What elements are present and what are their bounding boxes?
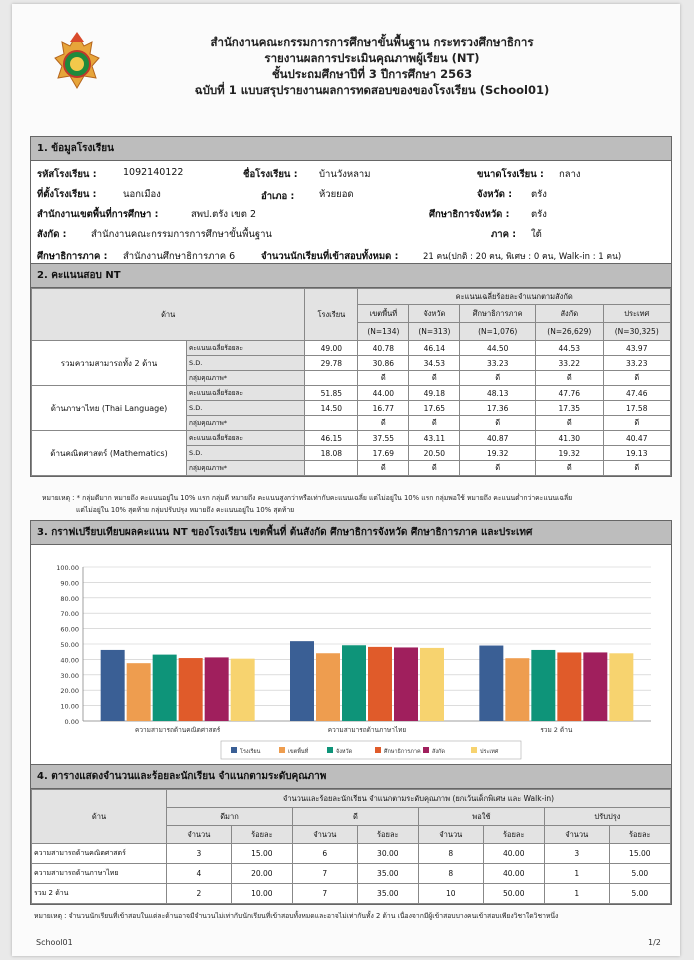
col-header-country: ประเทศ	[603, 305, 671, 323]
table-cell: ดี	[409, 416, 460, 431]
header-edition: ฉบับที่ 1 แบบสรุปรายงานผลการทดสอบของของโรงเรียน (School01)	[194, 83, 550, 97]
legend-label: ศึกษาธิการภาค	[384, 749, 421, 755]
table-cell: 40.87	[460, 431, 536, 446]
metric-label: คะแนนเฉลี่ยร้อยละ	[187, 386, 305, 401]
student-count-label: จำนวนนักเรียนที่เข้าสอบทั้งหมด :	[261, 251, 399, 262]
table-cell: 44.53	[536, 341, 603, 356]
y-tick-label: 10.00	[60, 702, 79, 711]
school-name-label: ชื่อโรงเรียน :	[243, 169, 298, 180]
school-size-label: ขนาดโรงเรียน :	[477, 169, 544, 180]
table-cell: 43.97	[603, 341, 671, 356]
table-cell: 16.77	[358, 401, 409, 416]
table-cell: 44.50	[460, 341, 536, 356]
table-cell: 4	[167, 864, 232, 884]
regional-edu-label: ศึกษาธิการภาค :	[37, 251, 108, 262]
provincial-edu: ตรัง	[531, 209, 547, 220]
table-cell: 29.78	[305, 356, 358, 371]
metric-label: S.D.	[187, 446, 305, 461]
legend-label: โรงเรียน	[240, 749, 261, 755]
table-row	[32, 844, 671, 864]
school-code-label: รหัสโรงเรียน :	[37, 169, 97, 180]
col-header-group: คะแนนเฉลี่ยร้อยละจำแนกตามสังกัด	[358, 289, 671, 305]
table-cell: ดี	[409, 461, 460, 476]
table-cell: 30.00	[357, 844, 418, 864]
school-code: 1092140122	[123, 167, 184, 178]
metric-label: คะแนนเฉลี่ยร้อยละ	[187, 341, 305, 356]
nt-score-section	[30, 263, 672, 477]
table-cell: 48.13	[460, 386, 536, 401]
bar	[479, 646, 503, 721]
metric-label: กลุ่มคุณภาพ*	[187, 371, 305, 386]
row-label: ด้านภาษาไทย (Thai Language)	[32, 386, 187, 431]
table-cell: ดี	[603, 461, 671, 476]
y-tick-label: 30.00	[60, 671, 79, 680]
table-cell: 46.14	[409, 341, 460, 356]
table-row	[32, 341, 671, 356]
col-header-province: จังหวัด	[409, 305, 460, 323]
table-cell: 15.00	[609, 844, 670, 864]
y-tick-label: 20.00	[60, 687, 79, 696]
table-cell: 33.23	[460, 356, 536, 371]
table-cell	[305, 461, 358, 476]
bar	[290, 641, 314, 721]
table-cell: 30.86	[358, 356, 409, 371]
col-n-area: (N=134)	[358, 323, 409, 341]
bar	[342, 645, 366, 721]
bar	[101, 650, 125, 721]
col-header-region: ศึกษาธิการภาค	[460, 305, 536, 323]
col-header-count: จำนวน	[167, 826, 232, 844]
table-cell: ดี	[358, 416, 409, 431]
legend-swatch	[471, 747, 477, 753]
table-cell: ดี	[536, 461, 603, 476]
col-n-region: (N=1,076)	[460, 323, 536, 341]
table-cell: 7	[292, 864, 357, 884]
report-page	[12, 4, 680, 956]
table-cell: 8	[418, 864, 483, 884]
table-cell: 15.00	[231, 844, 292, 864]
col-header-side: ด้าน	[32, 289, 305, 341]
section-title: 4. ตารางแสดงจำนวนและร้อยละนักเรียน จำแนกตามระดับคุณภาพ	[31, 765, 671, 789]
bar	[368, 647, 392, 721]
table-cell: 17.69	[358, 446, 409, 461]
bar	[231, 659, 255, 721]
bar	[531, 650, 555, 721]
header-report-title: รายงานผลการประเมินคุณภาพผู้เรียน (NT)	[264, 51, 480, 65]
bar	[316, 653, 340, 721]
col-n-country: (N=30,325)	[603, 323, 671, 341]
quality-level-table	[31, 789, 671, 904]
table-cell: ดี	[409, 371, 460, 386]
header-org: สำนักงานคณะกรรมการการศึกษาขั้นพื้นฐาน กระทรวงศึกษาธิการ	[210, 35, 534, 49]
table-cell	[305, 416, 358, 431]
row-label: ด้านคณิตศาสตร์ (Mathematics)	[32, 431, 187, 476]
province-label: จังหวัด :	[477, 189, 513, 200]
col-header-count: จำนวน	[292, 826, 357, 844]
regional-edu: สำนักงานศึกษาธิการภาค 6	[123, 251, 236, 262]
location: นอกเมือง	[123, 189, 161, 200]
row-label: รวม 2 ด้าน	[32, 884, 167, 904]
footer-page-number: 1/2	[648, 938, 661, 947]
y-tick-label: 0.00	[64, 718, 79, 726]
table-cell: 40.00	[483, 844, 544, 864]
table-cell: 3	[167, 844, 232, 864]
table-cell: ดี	[460, 416, 536, 431]
bar	[420, 648, 444, 721]
bar	[583, 652, 607, 721]
section-title: 3. กราฟเปรียบเทียบผลคะแนน NT ของโรงเรียน เขตพื้นที่ ต้นสังกัด ศึกษาธิการจังหวัด ศึกษาธิการภาค และประเทศ	[31, 521, 671, 545]
table-cell: ดี	[358, 371, 409, 386]
table-cell: 19.32	[536, 446, 603, 461]
col-n-affiliation: (N=26,629)	[536, 323, 603, 341]
y-tick-label: 40.00	[60, 656, 79, 665]
bar	[153, 655, 177, 721]
table-cell: 6	[292, 844, 357, 864]
table-cell: 10.00	[231, 884, 292, 904]
nt-comparison-bar-chart	[31, 545, 671, 767]
table-cell: 14.50	[305, 401, 358, 416]
y-tick-label: 50.00	[60, 641, 79, 649]
nt-score-table	[31, 288, 671, 476]
table-cell: 17.65	[409, 401, 460, 416]
table-cell: 49.00	[305, 341, 358, 356]
table-cell: ดี	[460, 461, 536, 476]
report-header	[122, 34, 622, 98]
table-cell: 44.00	[358, 386, 409, 401]
obec-emblem-logo	[52, 32, 102, 94]
legend-label: จังหวัด	[336, 749, 353, 755]
table-cell: 5.00	[609, 864, 670, 884]
table-cell: 34.53	[409, 356, 460, 371]
table-cell: 20.50	[409, 446, 460, 461]
header-grade-year: ชั้นประถมศึกษาปีที่ 3 ปีการศึกษา 2563	[271, 67, 473, 81]
table-cell: 5.00	[609, 884, 670, 904]
table-cell: 18.08	[305, 446, 358, 461]
table-cell: ดี	[603, 371, 671, 386]
table-cell: 19.32	[460, 446, 536, 461]
row-label: รวมความสามารถทั้ง 2 ด้าน	[32, 341, 187, 386]
school-name: บ้านวังหลาม	[319, 169, 371, 180]
table-cell: 41.30	[536, 431, 603, 446]
bar	[394, 647, 418, 721]
table-cell: 17.58	[603, 401, 671, 416]
note-line-2: แต่ไม่อยู่ใน 10% สุดท้าย กลุ่มปรับปรุง หมายถึง คะแนนอยู่ใน 10% สุดท้าย	[76, 506, 295, 514]
table-row	[32, 864, 671, 884]
table-cell: ดี	[536, 416, 603, 431]
table-cell: 47.46	[603, 386, 671, 401]
col-n-province: (N=313)	[409, 323, 460, 341]
section-title: 1. ข้อมูลโรงเรียน	[31, 137, 671, 161]
footer-school-code: School01	[36, 938, 73, 947]
table-cell: 2	[167, 884, 232, 904]
table-cell: 10	[418, 884, 483, 904]
table-cell: 20.00	[231, 864, 292, 884]
bar	[505, 658, 529, 721]
area-office-label: สำนักงานเขตพื้นที่การศึกษา :	[37, 209, 159, 220]
table-cell: 17.36	[460, 401, 536, 416]
quality-group-note	[42, 492, 662, 516]
col-header-percent: ร้อยละ	[357, 826, 418, 844]
table-cell: 8	[418, 844, 483, 864]
col-header-good: ดี	[292, 808, 418, 826]
table-cell: 50.00	[483, 884, 544, 904]
table-row	[32, 431, 671, 446]
provincial-edu-label: ศึกษาธิการจังหวัด :	[429, 209, 510, 220]
affiliation: สำนักงานคณะกรรมการการศึกษาขั้นพื้นฐาน	[91, 229, 272, 240]
y-tick-label: 70.00	[60, 610, 79, 619]
table-cell: 35.00	[357, 864, 418, 884]
x-category-label: ความสามารถด้านภาษาไทย	[327, 726, 407, 734]
region: ใต้	[531, 229, 542, 240]
table-cell: 3	[544, 844, 609, 864]
x-category-label: ความสามารถด้านคณิตศาสตร์	[135, 726, 221, 734]
legend-swatch	[327, 747, 333, 753]
col-header-affiliation: สังกัด	[536, 305, 603, 323]
col-header-percent: ร้อยละ	[231, 826, 292, 844]
bar	[609, 653, 633, 721]
table-cell: 51.85	[305, 386, 358, 401]
quality-table-note: หมายเหตุ : จำนวนนักเรียนที่เข้าสอบในแต่ละด้านอาจมีจำนวนไม่เท่ากับนักเรียนที่เข้าสอบทั้งหมดและอาจไม่เท่ากันทั้ง 2 ด้าน เนื่องจากมีผู้เข้าสอบบางคนเข้าสอบเพียงวิชาใดวิชาหนึ่ง	[34, 912, 559, 920]
metric-label: S.D.	[187, 356, 305, 371]
table-cell: 49.18	[409, 386, 460, 401]
bar	[205, 657, 229, 721]
legend-label: สังกัด	[432, 749, 445, 755]
section-title: 2. คะแนนสอบ NT	[31, 264, 671, 288]
table-cell: 40.47	[603, 431, 671, 446]
district-label: อำเภอ :	[261, 191, 295, 202]
quality-level-section	[30, 764, 672, 905]
y-tick-label: 100.00	[56, 564, 79, 572]
legend-swatch	[279, 747, 285, 753]
table-cell: 1	[544, 884, 609, 904]
col-header-side: ด้าน	[32, 790, 167, 844]
table-cell	[305, 371, 358, 386]
col-header-percent: ร้อยละ	[609, 826, 670, 844]
y-tick-label: 60.00	[60, 625, 79, 634]
table-cell: 1	[544, 864, 609, 884]
col-header-school: โรงเรียน	[305, 289, 358, 341]
note-line-1: หมายเหตุ : * กลุ่มดีมาก หมายถึง คะแนนอยู่ใน 10% แรก กลุ่มดี หมายถึง คะแนนสูงกว่าหรือเท่ากับคะแนนเฉลี่ย แต่ไม่อยู่ใน 10% แรก กลุ่มพอใช้ หมายถึง คะแนนต่ำกว่าคะแนนเฉลี่ย	[42, 494, 573, 502]
bar	[557, 652, 581, 721]
table-cell: 7	[292, 884, 357, 904]
table-cell: 17.35	[536, 401, 603, 416]
table-cell: ดี	[536, 371, 603, 386]
region-label: ภาค :	[491, 229, 517, 240]
comparison-chart-section	[30, 520, 672, 768]
legend-swatch	[231, 747, 237, 753]
col-header-area: เขตพื้นที่	[358, 305, 409, 323]
row-label: ความสามารถด้านคณิตศาสตร์	[32, 844, 167, 864]
table-cell: 37.55	[358, 431, 409, 446]
student-count: 21 คน(ปกติ : 20 คน, พิเศษ : 0 คน, Walk-in : 1 คน)	[423, 252, 622, 262]
x-category-label: รวม 2 ด้าน	[540, 726, 573, 734]
bar	[127, 663, 151, 721]
col-header-improve: ปรับปรุง	[544, 808, 670, 826]
col-header-percent: ร้อยละ	[483, 826, 544, 844]
table-cell: 33.23	[603, 356, 671, 371]
col-header-top: จำนวนและร้อยละนักเรียน จำแนกตามระดับคุณภาพ (ยกเว้นเด็กพิเศษ และ Walk-in)	[167, 790, 671, 808]
table-cell: 46.15	[305, 431, 358, 446]
province: ตรัง	[531, 189, 547, 200]
table-cell: 33.22	[536, 356, 603, 371]
legend-swatch	[375, 747, 381, 753]
metric-label: กลุ่มคุณภาพ*	[187, 416, 305, 431]
table-cell: 35.00	[357, 884, 418, 904]
table-row	[32, 884, 671, 904]
table-cell: 40.78	[358, 341, 409, 356]
row-label: ความสามารถด้านภาษาไทย	[32, 864, 167, 884]
legend-swatch	[423, 747, 429, 753]
metric-label: คะแนนเฉลี่ยร้อยละ	[187, 431, 305, 446]
district: ห้วยยอด	[319, 189, 354, 200]
school-info-section	[30, 136, 672, 280]
table-cell: ดี	[460, 371, 536, 386]
col-header-count: จำนวน	[544, 826, 609, 844]
y-tick-label: 80.00	[60, 594, 79, 603]
table-cell: 19.13	[603, 446, 671, 461]
school-size: กลาง	[559, 169, 581, 180]
legend-label: ประเทศ	[480, 749, 499, 755]
y-tick-label: 90.00	[60, 579, 79, 588]
col-header-excellent: ดีมาก	[167, 808, 293, 826]
table-cell: 43.11	[409, 431, 460, 446]
col-header-count: จำนวน	[418, 826, 483, 844]
legend-label: เขตพื้นที่	[288, 749, 309, 755]
table-cell: 47.76	[536, 386, 603, 401]
table-cell: ดี	[358, 461, 409, 476]
table-cell: ดี	[603, 416, 671, 431]
bar	[179, 658, 203, 721]
area-office: สพป.ตรัง เขต 2	[191, 209, 257, 220]
table-cell: 40.00	[483, 864, 544, 884]
affiliation-label: สังกัด :	[37, 229, 67, 240]
metric-label: กลุ่มคุณภาพ*	[187, 461, 305, 476]
metric-label: S.D.	[187, 401, 305, 416]
location-label: ที่ตั้งโรงเรียน :	[37, 189, 97, 200]
col-header-fair: พอใช้	[418, 808, 544, 826]
table-row	[32, 386, 671, 401]
